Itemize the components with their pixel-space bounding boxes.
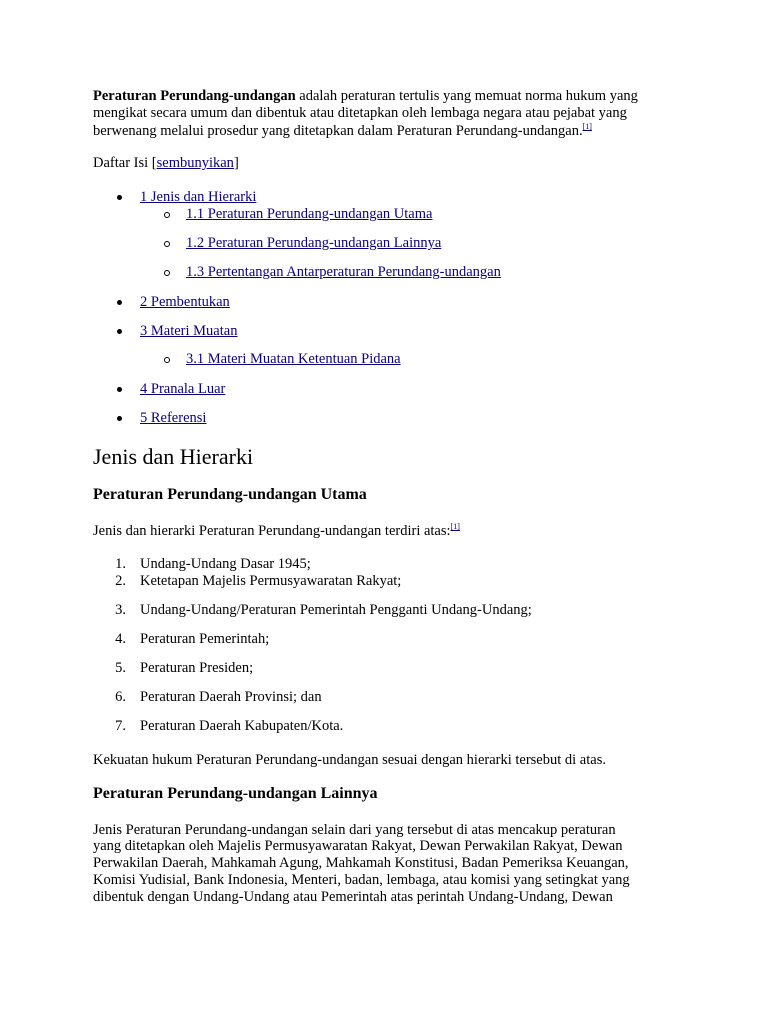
intro-line-1	[93, 88, 638, 105]
list-item: Ketetapan Majelis Permusyawaratan Rakyat;	[140, 573, 402, 589]
toc-header	[93, 155, 239, 172]
bullet-icon	[117, 416, 122, 421]
lainnya-line-1: Jenis Peraturan Perundang-undangan selain dari yang tersebut di atas mencakup peraturan	[93, 822, 616, 838]
lainnya-line-3: Perwakilan Daerah, Mahkamah Agung, Mahkamah Konstitusi, Badan Pemeriksa Keuangan,	[93, 855, 629, 871]
bullet-icon	[117, 387, 122, 392]
subsection-heading-lainnya: Peraturan Perundang-undangan Lainnya	[93, 785, 378, 802]
list-number: 7.	[115, 718, 126, 734]
toc-item-3[interactable]: 3 Materi Muatan	[140, 323, 238, 339]
list-item: Peraturan Daerah Kabupaten/Kota.	[140, 718, 344, 734]
list-item: Undang-Undang/Peraturan Pemerintah Pengganti Undang-Undang;	[140, 602, 532, 618]
list-item: Undang-Undang Dasar 1945;	[140, 556, 311, 572]
subsection-heading-utama: Peraturan Perundang-undangan Utama	[93, 486, 367, 503]
lainnya-line-2: yang ditetapkan oleh Majelis Permusyawaratan Rakyat, Dewan Perwakilan Rakyat, Dewan	[93, 838, 623, 854]
hierarchy-intro	[93, 522, 460, 540]
toc-close-bracket: ]	[233, 155, 239, 171]
list-number: 3.	[115, 602, 126, 618]
circle-bullet-icon	[164, 270, 170, 276]
toc-item-3-1[interactable]: 3.1 Materi Muatan Ketentuan Pidana	[186, 351, 401, 367]
list-item: Peraturan Pemerintah;	[140, 631, 270, 647]
intro-ref-link[interactable]: [1]	[582, 122, 592, 131]
list-item: Peraturan Daerah Provinsi; dan	[140, 689, 322, 705]
hierarchy-closing: Kekuatan hukum Peraturan Perundang-undangan sesuai dengan hierarki tersebut di atas.	[93, 752, 606, 768]
toc-label: Daftar Isi [	[93, 155, 157, 171]
circle-bullet-icon	[164, 241, 170, 247]
intro-term: Peraturan Perundang-undangan	[93, 88, 296, 104]
lainnya-line-4: Komisi Yudisial, Bank Indonesia, Menteri, badan, lembaga, atau komisi yang setingkat yang	[93, 872, 630, 888]
intro-line-2: mengikat secara umum dan dibentuk atau ditetapkan oleh lembaga negara atau pejabat yang	[93, 105, 627, 121]
list-number: 5.	[115, 660, 126, 676]
circle-bullet-icon	[164, 357, 170, 363]
hierarchy-ref-link[interactable]: [1]	[450, 522, 460, 531]
section-heading: Jenis dan Hierarki	[93, 444, 254, 469]
toc-hide-link[interactable]: sembunyikan	[156, 155, 234, 171]
intro-line-3-text: berwenang melalui prosedur yang ditetapkan dalam Peraturan Perundang-undangan.	[93, 123, 583, 139]
toc-item-4[interactable]: 4 Pranala Luar	[140, 381, 226, 397]
list-item: Peraturan Presiden;	[140, 660, 254, 676]
list-number: 1.	[115, 556, 126, 572]
toc-item-1-1[interactable]: 1.1 Peraturan Perundang-undangan Utama	[186, 206, 433, 222]
intro-line-3	[93, 122, 592, 140]
toc-item-2[interactable]: 2 Pembentukan	[140, 294, 230, 310]
toc-item-1-2[interactable]: 1.2 Peraturan Perundang-undangan Lainnya	[186, 235, 442, 251]
toc-item-1-3[interactable]: 1.3 Pertentangan Antarperaturan Perundang-undangan	[186, 264, 501, 280]
hierarchy-intro-text: Jenis dan hierarki Peraturan Perundang-undangan terdiri atas:	[93, 523, 451, 539]
circle-bullet-icon	[164, 212, 170, 218]
intro-line-1-text: adalah peraturan tertulis yang memuat norma hukum yang	[295, 88, 638, 104]
list-number: 2.	[115, 573, 126, 589]
bullet-icon	[117, 195, 122, 200]
list-number: 6.	[115, 689, 126, 705]
bullet-icon	[117, 300, 122, 305]
lainnya-line-5: dibentuk dengan Undang-Undang atau Pemerintah atas perintah Undang-Undang, Dewan	[93, 889, 613, 905]
toc-item-5[interactable]: 5 Referensi	[140, 410, 207, 426]
toc-item-1[interactable]: 1 Jenis dan Hierarki	[140, 189, 257, 205]
list-number: 4.	[115, 631, 126, 647]
bullet-icon	[117, 329, 122, 334]
